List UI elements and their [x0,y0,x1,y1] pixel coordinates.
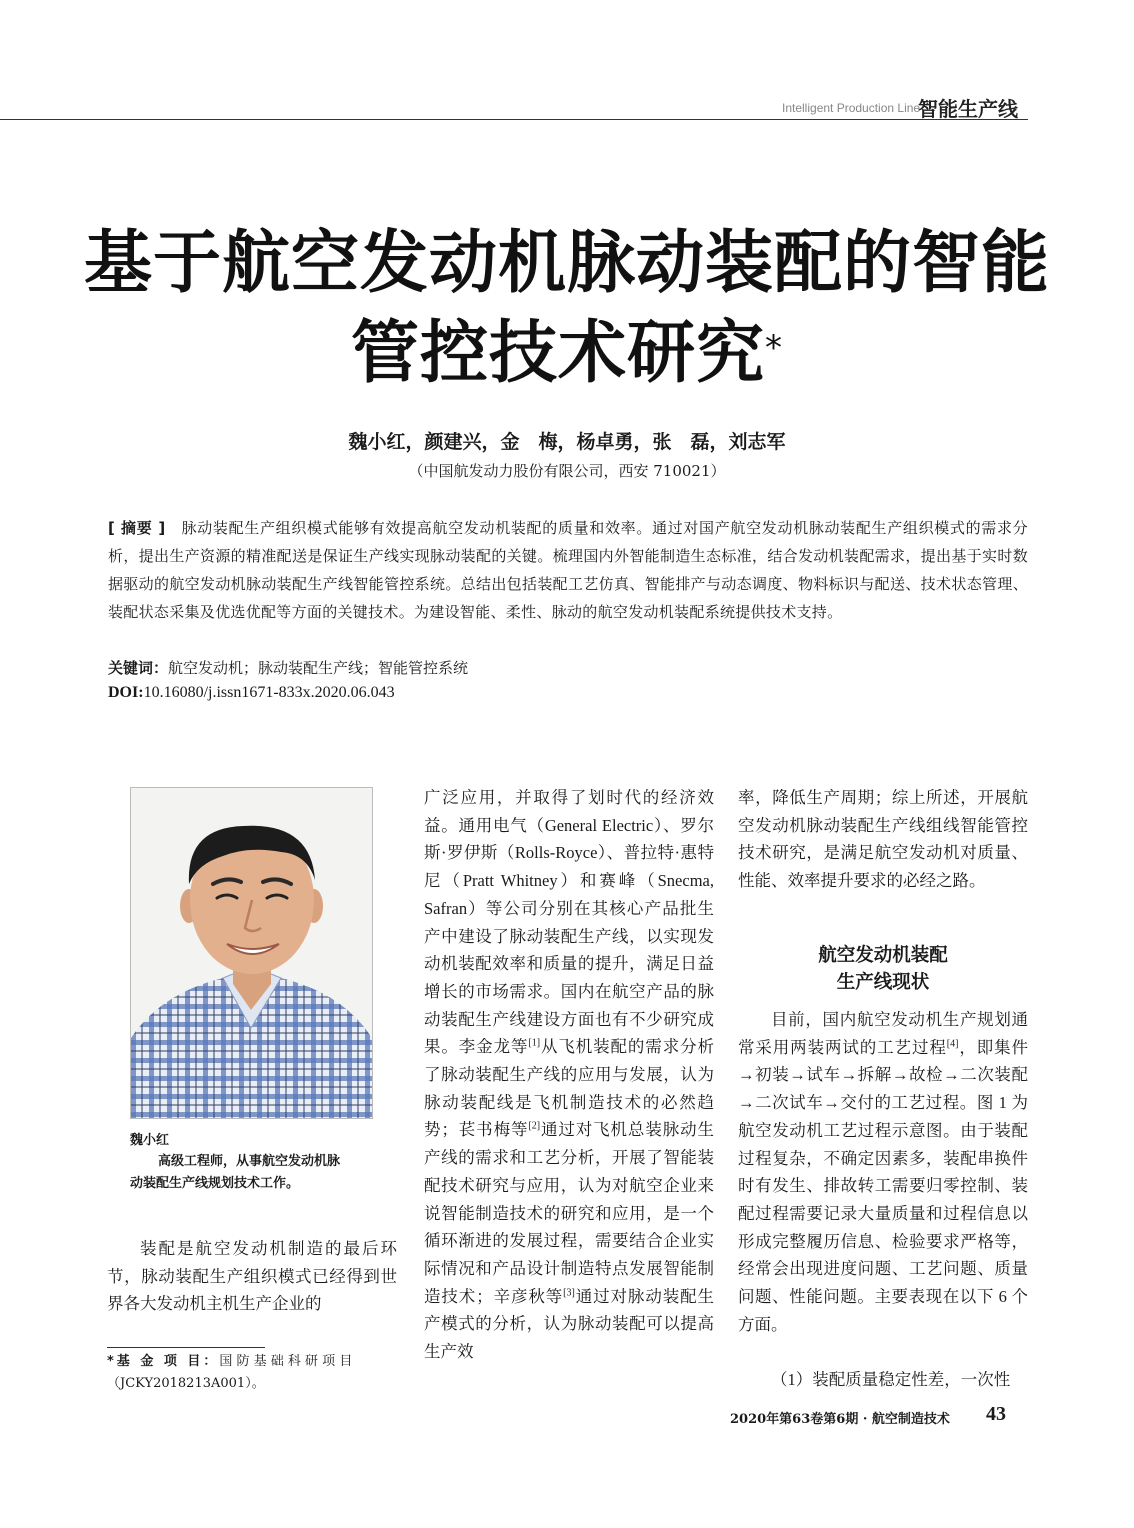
citation-3[interactable]: [3] [563,1287,575,1299]
journal-footer: 2020年第63卷第6期 · 航空制造技术 [730,1412,950,1427]
keywords-text: 航空发动机；脉动装配生产线；智能管控系统 [168,659,469,677]
affiliation: （中国航发动力股份有限公司，西安 710021） [408,462,726,480]
article-title-line2: 管控技术研究* [350,314,783,393]
section-heading: 航空发动机装配 生产线现状 [818,945,948,993]
author-bio-desc-line2: 动装配生产线规划技术工作。 [130,1176,300,1191]
author-bio-name: 魏小红 [130,1133,170,1148]
citation-4[interactable]: [4] [946,1038,959,1050]
abstract-label: [ 摘要 ] [108,519,166,537]
title-footnote-mark: * [765,328,783,368]
keywords-label: 关键词： [108,659,169,677]
author-list: 魏小红，颜建兴，金 梅，杨卓勇，张 磊，刘志军 [348,431,786,453]
running-header-en: Intelligent Production Line [782,101,921,115]
author-bio-desc-line1: 高级工程师，从事航空发动机脉 [158,1154,341,1169]
author-photo [130,787,373,1119]
citation-2[interactable]: [2] [528,1120,541,1132]
body-col3-paragraph-3: （1）装配质量稳定性差，一次性 [771,1370,1011,1389]
header-rule [0,119,1028,120]
funding-label: *基 金 项 目： [107,1354,220,1369]
keywords [108,655,1028,681]
abstract [108,514,1028,626]
abstract-text: 脉动装配生产组织模式能够有效提高航空发动机装配的质量和效率。通过对国产航空发动机脉动装配生产组织模式的需求分析，提出生产资源的精准配送是保证生产线实现脉动装配的关键。梳理国内外智能制造生态标准，结合发动机装配需求，提出基于实时数据驱动的航空发动机脉动装配生产线智能管控系统。总结出包括装配工艺仿真、智能排产与动态调度、物料标识与配送、技术状态管理、装配状态采集及优选优配等方面的关键技术。为建设智能、柔性、脉动的航空发动机装配系统提供技术支持。 [108,519,1028,621]
running-header-cn: 智能生产线 [918,97,1018,121]
author-portrait-illustration [131,788,372,1118]
funding-text: 国 防 基 础 科 研 项 目（JCKY2018213A001）。 [107,1354,353,1391]
author-bio-desc [130,1151,375,1195]
body-col3-paragraph-2: 目前，国内航空发动机生产规划通常采用两装两试的工艺过程[4]，即集件→初装→试车→拆解→故检→二次装配→二次试车→交付的工艺过程。图 1 为航空发动机工艺过程示意图。由于装配过程复杂，不确定因素多，装配串换件时有发生、排故转工需要归零控制、装配过程需要记录大量质量和过程信息以形成完整履历信息、检验要求严格等，经常会出现进度问题、工艺问题、质量问题、性能问题。主要表现在以下 6 个方面。 [738,1010,1029,1334]
doi-value: 10.16080/j.issn1671-833x.2020.06.043 [143,684,395,701]
funding-footnote [107,1351,397,1395]
doi-label: DOI: [108,684,144,701]
citation-1[interactable]: [1] [528,1037,541,1049]
doi [108,684,395,702]
article-title-line1: 基于航空发动机脉动装配的智能 [83,224,1050,303]
body-col3-paragraph-1: 率，降低生产周期；综上所述，开展航空发动机脉动装配生产线组线智能管控技术研究，是满足航空发动机对质量、性能、效率提升要求的必经之路。 [738,788,1028,891]
page-number: 43 [986,1403,1006,1425]
body-col2-paragraph: 广泛应用，并取得了划时代的经济效益。通用电气（General Electric）、罗尔斯·罗伊斯（Rolls-Royce）、普拉特·惠特尼（Pratt Whitney）和赛峰（Snecma, Safran）等公司分别在其核心产品批生产中建设了脉动装配生产线，以实现发动机装配效率和质量的提升，满足日益增长的市场需求。国内在航空产品的脉动装配生产线建设方面也有不少研究成果。李金龙等[1]从飞机装配的需求分析了脉动装配生产线的应用与发展，认为脉动装配线是飞机制造技术的必然趋势；苌书梅等[2]通过对飞机总装脉动生产线的需求和工艺分析，开展了智能装配技术研究与应用，认为对航空企业来说智能制造技术的研究和应用，是一个循环渐进的发展过程，需要结合企业实际情况和产品设计制造特点发展智能制造技术；辛彦秋等[3]通过对脉动装配生产模式的分析，认为脉动装配可以提高生产效 [424,788,715,1362]
footnote-rule [107,1347,265,1348]
body-col1-paragraph: 装配是航空发动机制造的最后环节，脉动装配生产组织模式已经得到世界各大发动机主机生产企业的 [107,1239,397,1314]
